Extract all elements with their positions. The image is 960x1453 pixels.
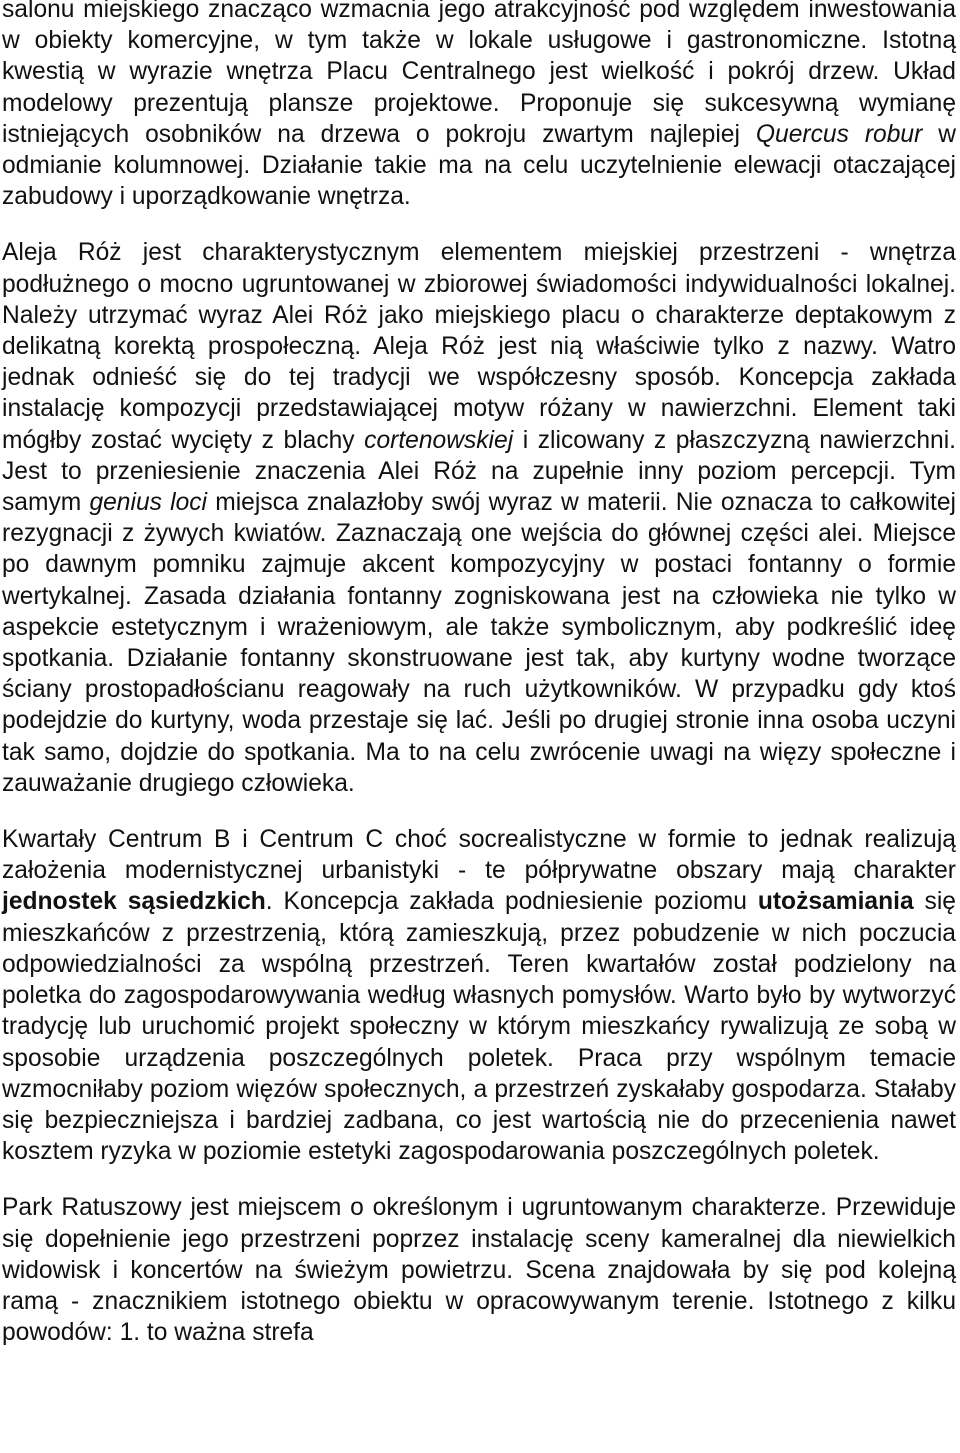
paragraph-aleja-roz <box>2 237 956 799</box>
document-page <box>2 0 956 1348</box>
bold-term-utozsamiania: utożsamiania <box>757 888 914 916</box>
text-segment: Aleja Róż jest charakterystycznym elementem miejskiej przestrzeni - wnętrza podłużnego o mocno ugruntowanej w zbiorowej świadomości indywidualności lokalnej. Należy utrzymać wyraz Alei Róż jako miejskiego placu o charakterze deptakowym z delikatną korektą prospołeczną. Aleja Róż jest nią właściwie tylko z nazwy. Watro jednak odnieść się do tej tradycji we współczesny sposób. Koncepcja zakłada instalację kompozycji przedstawiającej motyw różany w nawierzchni. Element taki mógłby zostać wycięty z blachy <box>2 239 956 454</box>
text-segment: i zlicowany z płaszczyzną nawierzchni. Jest to przeniesienie znaczenia Alei Róż na zupełnie inny poziom percepcji. Tym samym <box>2 426 956 517</box>
italic-term-genius-loci: genius loci <box>89 489 208 517</box>
text-segment: miejsca znalazłoby swój wyraz w materii. Nie oznacza to całkowitej rezygnacji z żywych kwiatów. Zaznaczają one wejścia do głównej części alei. Miejsce po dawnym pomniku zajmuje akcent kompozycyjny w postaci fontanny o formie wertykalnej. Zasada działania fontanny zogniskowana jest na człowieka nie tylko w aspekcie estetycznym i wrażeniowym, ale także symbolicznym, aby podkreślić ideę spotkania. Działanie fontanny skonstruowane jest tak, aby kurtyny wodne tworzące ściany prostopadłościanu reagowały na ruch użytkowników. W przypadku gdy ktoś podejdzie do kurtyny, woda przestaje się lać. Jeśli po drugiej stronie inna osoba uczyni tak samo, dojdzie do spotkania. Ma to na celu zwrócenie uwagi na więzy społeczne i zauważanie drugiego człowieka. <box>2 489 957 797</box>
bold-term-jednostek-sasiedzkich: jednostek sąsiedzkich <box>2 888 266 916</box>
paragraph-placu-centralnego <box>2 0 956 212</box>
text-segment: Kwartały Centrum B i Centrum C choć socrealistyczne w formie to jednak realizują założenia modernistycznej urbanistyki - te półprywatne obszary mają charakter <box>2 826 956 885</box>
text-segment: salonu miejskiego znacząco wzmacnia jego atrakcyjność pod względem inwestowania w obiekty komercyjne, w tym także w lokale usługowe i gastronomiczne. Istotną kwestią w wyrazie wnętrza Placu Centralnego jest wielkość i pokrój drzew. Układ modelowy prezentują plansze projektowe. Proponuje się sukcesywną wymianę istniejących osobników na drzewa o pokroju zwartym najlepiej <box>2 0 956 148</box>
text-segment: . Koncepcja zakłada podniesienie poziomu <box>265 888 758 916</box>
text-segment: Park Ratuszowy jest miejscem o określonym i ugruntowanym charakterze. Przewiduje się dopełnienie jego przestrzeni poprzez instalację sceny kameralnej dla niewielkich widowisk i koncertów na świeżym powietrzu. Scena znajdowała by się pod kolejną ramą - znacznikiem istotnego obiektu w opracowywanym terenie. Istotnego z kilku powodów: 1. to ważna strefa <box>2 1194 956 1347</box>
text-segment: w odmianie kolumnowej. Działanie takie ma na celu uczytelnienie elewacji otaczającej zabudowy i uporządkowanie wnętrza. <box>2 120 957 211</box>
italic-term-cortenowskiej: cortenowskiej <box>364 426 514 454</box>
paragraph-park-ratuszowy <box>2 1192 956 1348</box>
paragraph-kwartaly-centrum <box>2 824 956 1167</box>
italic-term-quercus-robur: Quercus robur <box>755 120 923 148</box>
text-segment: się mieszkańców z przestrzenią, którą zamieszkują, przez pobudzenie w nich poczucia odpowiedzialności za wspólną przestrzeń. Teren kwartałów został podzielony na poletka do zagospodarowywania według własnych pomysłów. Warto było by wytworzyć tradycję lub uruchomić projekt społeczny w którym mieszkańcy rywalizują ze sobą w sposobie urządzenia poszczególnych poletek. Praca przy wspólnym temacie wzmocniłaby poziom więzów społecznych, a przestrzeń zyskałaby gospodarza. Stałaby się bezpieczniejsza i bardziej zadbana, co jest wartością nie do przecenienia nawet kosztem ryzyka w poziomie estetyki zagospodarowania poszczególnych poletek. <box>2 888 956 1166</box>
